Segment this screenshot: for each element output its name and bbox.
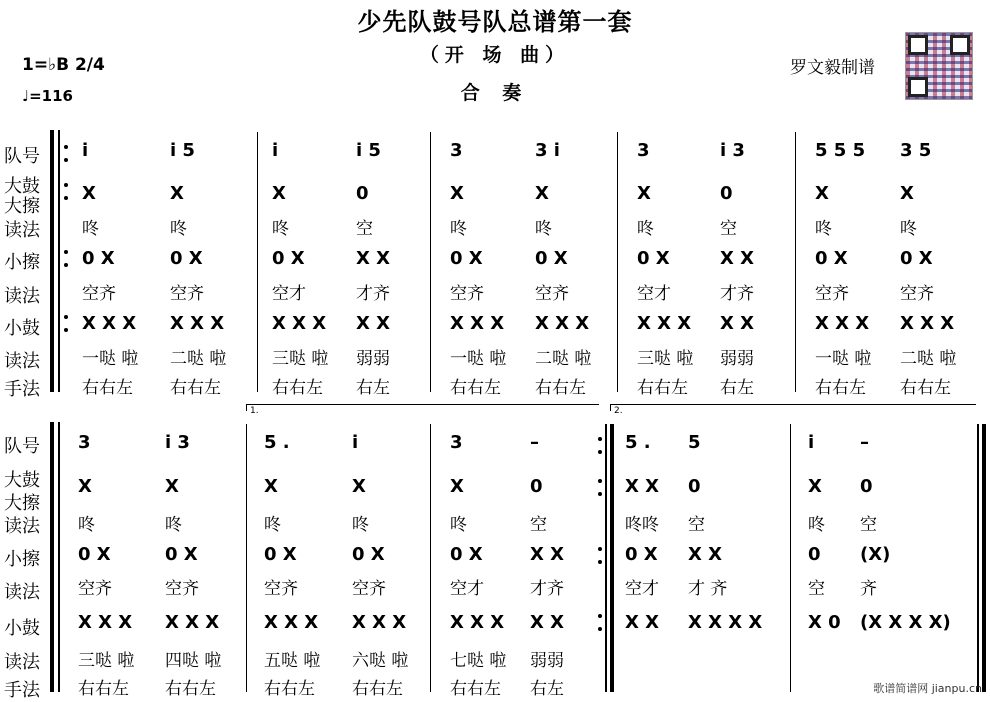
- system1-shoufa-cell: 右右左: [170, 378, 221, 398]
- system2-xiaogu_read-cell: 弱弱: [530, 651, 564, 671]
- system2-hao-cell: –: [860, 432, 869, 453]
- system2-xiaocha-cell: 0: [808, 544, 821, 565]
- system2-xiaocha-cell: 0 X: [450, 544, 483, 565]
- barline: [430, 132, 431, 392]
- second-ending-bracket: [610, 404, 976, 416]
- system1-shoufa-cell: 右右左: [637, 378, 688, 398]
- system2-xiaocha-cell: 0 X: [352, 544, 385, 565]
- system2-xiaogu_read-cell: 三哒 啦: [78, 651, 135, 671]
- system1-shoufa-cell: 右右左: [900, 378, 951, 398]
- system1-xiaogu-cell: X X X: [170, 313, 225, 334]
- system2-xiaocha-cell: (X): [860, 544, 891, 565]
- system1-xiaogu_read-cell: 弱弱: [356, 349, 390, 369]
- system1-xiaogu_read-cell: 一哒 啦: [815, 349, 872, 369]
- system1-xiaogu-cell: X X X: [637, 313, 692, 334]
- system1-shoufa-cell: 右左: [356, 378, 390, 398]
- system1-dagu-cell: X: [637, 183, 651, 204]
- system1-dagu-cell: X: [450, 183, 464, 204]
- system2-dagu_read-cell: 空: [860, 515, 877, 535]
- system1-dagu-cell: X: [815, 183, 829, 204]
- repeat-barline-thin: [605, 424, 607, 692]
- tempo-marking: ♩=116: [22, 87, 73, 105]
- system2-dagu_read-cell: 咚: [352, 515, 369, 535]
- system2-hao-cell: i: [352, 432, 359, 453]
- system1-xiaogu_read-cell: 二哒 啦: [170, 349, 227, 369]
- system1-shoufa-cell: 右右左: [815, 378, 866, 398]
- row-label-hao: 队号: [4, 436, 40, 457]
- row-label-xiaocha: 小擦: [4, 549, 40, 570]
- system2-xiaocha_read-cell: 才齐: [530, 579, 564, 599]
- repeat-dot: [598, 547, 602, 551]
- system1-hao-cell: 3: [637, 140, 650, 161]
- system1-dagu_read-cell: 咚: [82, 219, 99, 239]
- system2-hao-cell: –: [530, 432, 539, 453]
- system1-xiaocha_read-cell: 空齐: [815, 284, 849, 304]
- row-label-dufa: 读法: [4, 351, 40, 372]
- system2-hao-cell: 3: [78, 432, 91, 453]
- system1-xiaocha-cell: 0 X: [82, 248, 115, 269]
- row-label-shoufa: 手法: [4, 379, 40, 400]
- row-label-dufa: 读法: [4, 220, 40, 241]
- system1-xiaogu_read-cell: 三哒 啦: [272, 349, 329, 369]
- system2-xiaocha_read-cell: 空才: [450, 579, 484, 599]
- system1-xiaogu_read-cell: 弱弱: [720, 349, 754, 369]
- repeat-dot: [64, 250, 68, 254]
- system1-hao-cell: 3 5: [900, 140, 932, 161]
- system1-xiaocha_read-cell: 空齐: [170, 284, 204, 304]
- system2-xiaogu-cell: X X X: [264, 612, 319, 633]
- system2-hao-cell: i: [808, 432, 815, 453]
- system1-dagu_read-cell: 空: [720, 219, 737, 239]
- row-label-dufa: 读法: [4, 652, 40, 673]
- system2-xiaocha_read-cell: 空才: [625, 579, 659, 599]
- system1-xiaocha-cell: 0 X: [900, 248, 933, 269]
- system2-xiaocha_read-cell: 空齐: [78, 579, 112, 599]
- system-bracket: [50, 422, 54, 692]
- system1-xiaocha_read-cell: 才齐: [356, 284, 390, 304]
- system2-dagu-cell: 0: [530, 476, 543, 497]
- system1-xiaocha_read-cell: 空齐: [535, 284, 569, 304]
- system1-dagu_read-cell: 咚: [535, 219, 552, 239]
- system2-hao-cell: 3: [450, 432, 463, 453]
- system2-xiaocha_read-cell: 才 齐: [688, 579, 728, 599]
- system1-dagu-cell: X: [170, 183, 184, 204]
- system2-dagu_read-cell: 空: [530, 515, 547, 535]
- system1-dagu-cell: X: [900, 183, 914, 204]
- system1-xiaocha_read-cell: 空才: [637, 284, 671, 304]
- system1-dagu_read-cell: 咚: [637, 219, 654, 239]
- system2-xiaogu-cell: X 0: [808, 612, 841, 633]
- system1-xiaocha-cell: 0 X: [450, 248, 483, 269]
- system1-hao-cell: i 5: [356, 140, 381, 161]
- system1-shoufa-cell: 右左: [720, 378, 754, 398]
- system1-hao-cell: i: [272, 140, 279, 161]
- system1-xiaocha-cell: X X: [720, 248, 755, 269]
- barline: [430, 424, 431, 692]
- barline: [257, 132, 258, 392]
- system1-xiaogu_read-cell: 一哒 啦: [82, 349, 139, 369]
- repeat-dot: [64, 328, 68, 332]
- system2-dagu-cell: X: [808, 476, 822, 497]
- barline: [790, 424, 791, 692]
- system2-dagu-cell: X: [264, 476, 278, 497]
- system2-dagu-cell: X: [450, 476, 464, 497]
- system1-xiaogu-cell: X X: [720, 313, 755, 334]
- system2-xiaocha_read-cell: 空齐: [264, 579, 298, 599]
- system2-xiaogu_read-cell: 六哒 啦: [352, 651, 409, 671]
- row-label-dagu: 大鼓: [4, 470, 40, 491]
- system1-dagu_read-cell: 空: [356, 219, 373, 239]
- system1-hao-cell: 3 i: [535, 140, 560, 161]
- system2-xiaocha_read-cell: 空齐: [165, 579, 199, 599]
- system1-dagu_read-cell: 咚: [272, 219, 289, 239]
- system2-dagu_read-cell: 咚咚: [625, 515, 659, 535]
- final-barline-thin: [977, 424, 979, 692]
- system1-shoufa-cell: 右右左: [272, 378, 323, 398]
- repeat-dot: [598, 627, 602, 631]
- system1-xiaogu-cell: X X X: [900, 313, 955, 334]
- system1-xiaogu_read-cell: 二哒 啦: [900, 349, 957, 369]
- watermark: 歌谱简谱网 jianpu.cn: [873, 682, 982, 695]
- repeat-dot: [598, 437, 602, 441]
- system2-dagu-cell: X X: [625, 476, 660, 497]
- repeat-dot: [64, 158, 68, 162]
- system2-xiaocha-cell: X X: [688, 544, 723, 565]
- system1-hao-cell: i: [82, 140, 89, 161]
- repeat-dot: [64, 263, 68, 267]
- system1-dagu-cell: 0: [356, 183, 369, 204]
- system1-xiaocha-cell: X X: [356, 248, 391, 269]
- system2-xiaocha-cell: X X: [530, 544, 565, 565]
- system2-xiaocha_read-cell: 齐: [860, 579, 877, 599]
- system1-hao-cell: 3: [450, 140, 463, 161]
- system1-xiaocha-cell: 0 X: [170, 248, 203, 269]
- score-title: 少先队鼓号队总谱第一套: [357, 8, 633, 36]
- system1-dagu_read-cell: 咚: [170, 219, 187, 239]
- system1-xiaogu_read-cell: 一哒 啦: [450, 349, 507, 369]
- final-barline-thick: [982, 424, 986, 692]
- barline: [795, 132, 796, 392]
- system2-shoufa-cell: 右左: [530, 679, 564, 699]
- repeat-dot: [64, 315, 68, 319]
- system2-dagu-cell: 0: [688, 476, 701, 497]
- system2-shoufa-cell: 右右左: [165, 679, 216, 699]
- system2-xiaogu_read-cell: 五哒 啦: [264, 651, 321, 671]
- system2-xiaocha_read-cell: 空齐: [352, 579, 386, 599]
- barline: [617, 132, 618, 392]
- system2-dagu-cell: X: [352, 476, 366, 497]
- system2-xiaocha-cell: 0 X: [165, 544, 198, 565]
- system1-xiaocha-cell: 0 X: [637, 248, 670, 269]
- system2-dagu_read-cell: 咚: [450, 515, 467, 535]
- repeat-dot: [598, 492, 602, 496]
- qr-code-image: [905, 32, 973, 100]
- row-label-dacha: 大擦: [4, 196, 40, 217]
- system2-xiaogu-cell: X X X: [78, 612, 133, 633]
- system2-hao-cell: 5: [688, 432, 701, 453]
- system2-xiaogu-cell: X X X X: [688, 612, 763, 633]
- row-label-xiaogu: 小鼓: [4, 618, 40, 639]
- system-barline-start: [58, 130, 60, 392]
- repeat-dot: [64, 183, 68, 187]
- first-ending-bracket: [246, 404, 599, 416]
- system2-dagu_read-cell: 咚: [264, 515, 281, 535]
- system1-xiaocha_read-cell: 空才: [272, 284, 306, 304]
- ensemble-label: 合 奏: [460, 82, 530, 104]
- system1-xiaocha_read-cell: 空齐: [82, 284, 116, 304]
- repeat-dot: [598, 450, 602, 454]
- system1-hao-cell: i 5: [170, 140, 195, 161]
- system2-dagu_read-cell: 空: [688, 515, 705, 535]
- system1-xiaogu-cell: X X X: [82, 313, 137, 334]
- system1-dagu-cell: X: [535, 183, 549, 204]
- score-subtitle: （开 场 曲）: [419, 44, 571, 66]
- system2-dagu-cell: 0: [860, 476, 873, 497]
- system1-xiaocha_read-cell: 才齐: [720, 284, 754, 304]
- system1-xiaocha-cell: 0 X: [272, 248, 305, 269]
- system1-xiaogu-cell: X X X: [815, 313, 870, 334]
- system2-dagu-cell: X: [165, 476, 179, 497]
- system2-xiaogu-cell: X X X: [450, 612, 505, 633]
- row-label-dacha: 大擦: [4, 493, 40, 514]
- row-label-dagu: 大鼓: [4, 176, 40, 197]
- system1-xiaocha_read-cell: 空齐: [900, 284, 934, 304]
- repeat-dot: [598, 479, 602, 483]
- repeat-dot: [598, 614, 602, 618]
- barline: [246, 424, 247, 692]
- system2-xiaocha-cell: 0 X: [625, 544, 658, 565]
- system1-dagu_read-cell: 咚: [900, 219, 917, 239]
- system2-xiaogu-cell: X X: [625, 612, 660, 633]
- system2-shoufa-cell: 右右左: [352, 679, 403, 699]
- system1-xiaogu_read-cell: 二哒 啦: [535, 349, 592, 369]
- system1-hao-cell: 5 5 5: [815, 140, 866, 161]
- repeat-dot: [64, 145, 68, 149]
- system1-xiaogu-cell: X X: [356, 313, 391, 334]
- system1-dagu-cell: 0: [720, 183, 733, 204]
- system1-dagu-cell: X: [272, 183, 286, 204]
- row-label-dufa: 读法: [4, 582, 40, 603]
- system1-hao-cell: i 3: [720, 140, 745, 161]
- system2-dagu-cell: X: [78, 476, 92, 497]
- row-label-dufa: 读法: [4, 286, 40, 307]
- system2-hao-cell: 5 .: [264, 432, 290, 453]
- system1-xiaogu_read-cell: 三哒 啦: [637, 349, 694, 369]
- system2-xiaocha-cell: 0 X: [264, 544, 297, 565]
- system1-xiaogu-cell: X X X: [272, 313, 327, 334]
- system2-dagu_read-cell: 咚: [78, 515, 95, 535]
- system2-shoufa-cell: 右右左: [450, 679, 501, 699]
- system2-xiaogu_read-cell: 七哒 啦: [450, 651, 507, 671]
- system2-dagu_read-cell: 咚: [165, 515, 182, 535]
- system-barline-start: [58, 422, 60, 692]
- system2-xiaogu-cell: X X X: [165, 612, 220, 633]
- system1-xiaocha_read-cell: 空齐: [450, 284, 484, 304]
- system1-xiaogu-cell: X X X: [535, 313, 590, 334]
- system2-shoufa-cell: 右右左: [264, 679, 315, 699]
- system2-shoufa-cell: 右右左: [78, 679, 129, 699]
- row-label-xiaocha: 小擦: [4, 252, 40, 273]
- system1-dagu_read-cell: 咚: [815, 219, 832, 239]
- repeat-dot: [64, 196, 68, 200]
- system1-shoufa-cell: 右右左: [450, 378, 501, 398]
- system1-xiaocha-cell: 0 X: [535, 248, 568, 269]
- composer-credit: 罗文毅制谱: [790, 58, 875, 78]
- key-signature: 1=♭B 2/4: [22, 55, 105, 75]
- system1-xiaocha-cell: 0 X: [815, 248, 848, 269]
- system2-dagu_read-cell: 咚: [808, 515, 825, 535]
- system1-dagu_read-cell: 咚: [450, 219, 467, 239]
- row-label-dufa: 读法: [4, 516, 40, 537]
- row-label-xiaogu: 小鼓: [4, 318, 40, 339]
- system2-xiaogu-cell: X X X: [352, 612, 407, 633]
- first-ending-label: 1.: [250, 406, 259, 416]
- system2-xiaogu-cell: X X: [530, 612, 565, 633]
- repeat-dot: [598, 560, 602, 564]
- system-bracket: [50, 130, 54, 392]
- system2-xiaogu-cell: (X X X X): [860, 612, 951, 633]
- system1-shoufa-cell: 右右左: [535, 378, 586, 398]
- system2-xiaocha_read-cell: 空: [808, 579, 825, 599]
- system2-xiaogu_read-cell: 四哒 啦: [165, 651, 222, 671]
- row-label-hao: 队号: [4, 146, 40, 167]
- system2-xiaocha-cell: 0 X: [78, 544, 111, 565]
- system1-shoufa-cell: 右右左: [82, 378, 133, 398]
- system1-dagu-cell: X: [82, 183, 96, 204]
- system2-hao-cell: 5 .: [625, 432, 651, 453]
- row-label-shoufa: 手法: [4, 680, 40, 701]
- system2-hao-cell: i 3: [165, 432, 190, 453]
- system1-xiaogu-cell: X X X: [450, 313, 505, 334]
- repeat-barline-thick: [610, 424, 614, 692]
- second-ending-label: 2.: [614, 406, 623, 416]
